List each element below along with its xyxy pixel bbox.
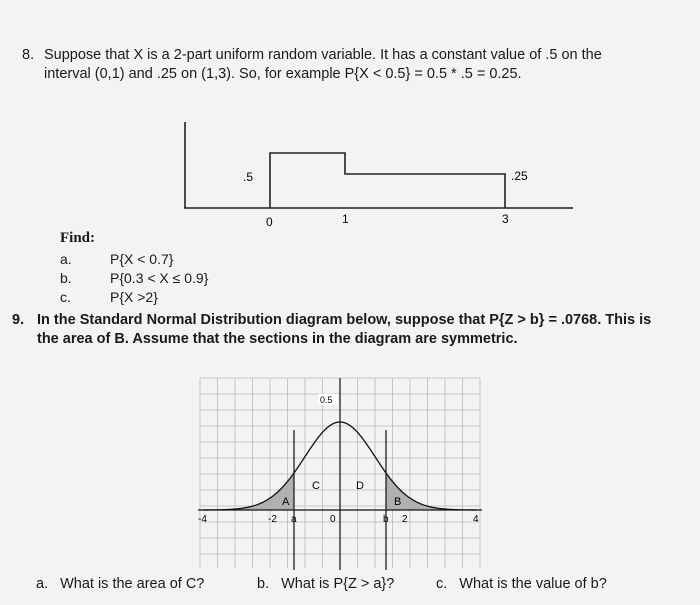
region-label-d: D bbox=[356, 480, 364, 492]
question-a-text: What is the area of C? bbox=[60, 576, 205, 592]
x-label-3: 3 bbox=[502, 212, 509, 226]
question-a-label: a. bbox=[36, 576, 49, 592]
x-tick-2: 2 bbox=[402, 514, 408, 525]
density-step-line bbox=[270, 153, 505, 208]
x-label-1: 1 bbox=[342, 212, 349, 226]
height-label-quarter: .25 bbox=[511, 169, 528, 183]
question-c bbox=[436, 576, 607, 592]
part-b-label: b. bbox=[60, 270, 72, 286]
region-a-shading bbox=[204, 473, 295, 510]
problem-8-line-2: interval (0,1) and .25 on (1,3). So, for example P{X < 0.5} = 0.5 * .5 = 0.25. bbox=[44, 66, 522, 82]
part-c-label: c. bbox=[60, 289, 71, 305]
x-tick-neg4: -4 bbox=[198, 514, 207, 525]
problem-9-line-1: In the Standard Normal Distribution diagram below, suppose that P{Z > b} = .0768. This is bbox=[37, 312, 652, 328]
x-tick-0: 0 bbox=[330, 514, 336, 525]
problem-8-line-1: Suppose that X is a 2-part uniform random variable. It has a constant value of .5 on the bbox=[44, 47, 602, 63]
question-c-text: What is the value of b? bbox=[459, 576, 607, 592]
problem-9-line-2: the area of B. Assume that the sections in the diagram are symmetric. bbox=[37, 331, 518, 347]
peak-label: 0.5 bbox=[320, 395, 333, 405]
x-tick-a: a bbox=[291, 514, 297, 525]
x-tick-b: b bbox=[383, 514, 389, 525]
region-label-a: A bbox=[282, 496, 290, 508]
region-label-c: C bbox=[312, 480, 320, 492]
normal-distribution-diagram bbox=[190, 370, 490, 570]
x-tick-neg2: -2 bbox=[268, 514, 277, 525]
question-b-label: b. bbox=[257, 576, 270, 592]
height-label-half: .5 bbox=[243, 170, 254, 184]
question-b bbox=[257, 576, 394, 592]
find-label: Find: bbox=[60, 230, 96, 246]
problem-8-number: 8. bbox=[22, 47, 35, 63]
problem-9-number: 9. bbox=[12, 312, 25, 328]
part-a-label: a. bbox=[60, 251, 72, 267]
problem-8-statement bbox=[44, 46, 602, 84]
question-c-label: c. bbox=[436, 576, 448, 592]
x-label-0: 0 bbox=[266, 215, 273, 229]
x-tick-4: 4 bbox=[473, 514, 479, 525]
part-a-expression: P{X < 0.7} bbox=[110, 251, 174, 267]
problem-9-statement bbox=[37, 311, 651, 349]
part-b-expression: P{0.3 < X ≤ 0.9} bbox=[110, 270, 209, 286]
region-label-b: B bbox=[394, 496, 402, 508]
uniform-density-graph bbox=[180, 110, 580, 230]
part-c-expression: P{X >2} bbox=[110, 289, 158, 305]
question-b-text: What is P{Z > a}? bbox=[281, 576, 395, 592]
question-a bbox=[36, 576, 204, 592]
